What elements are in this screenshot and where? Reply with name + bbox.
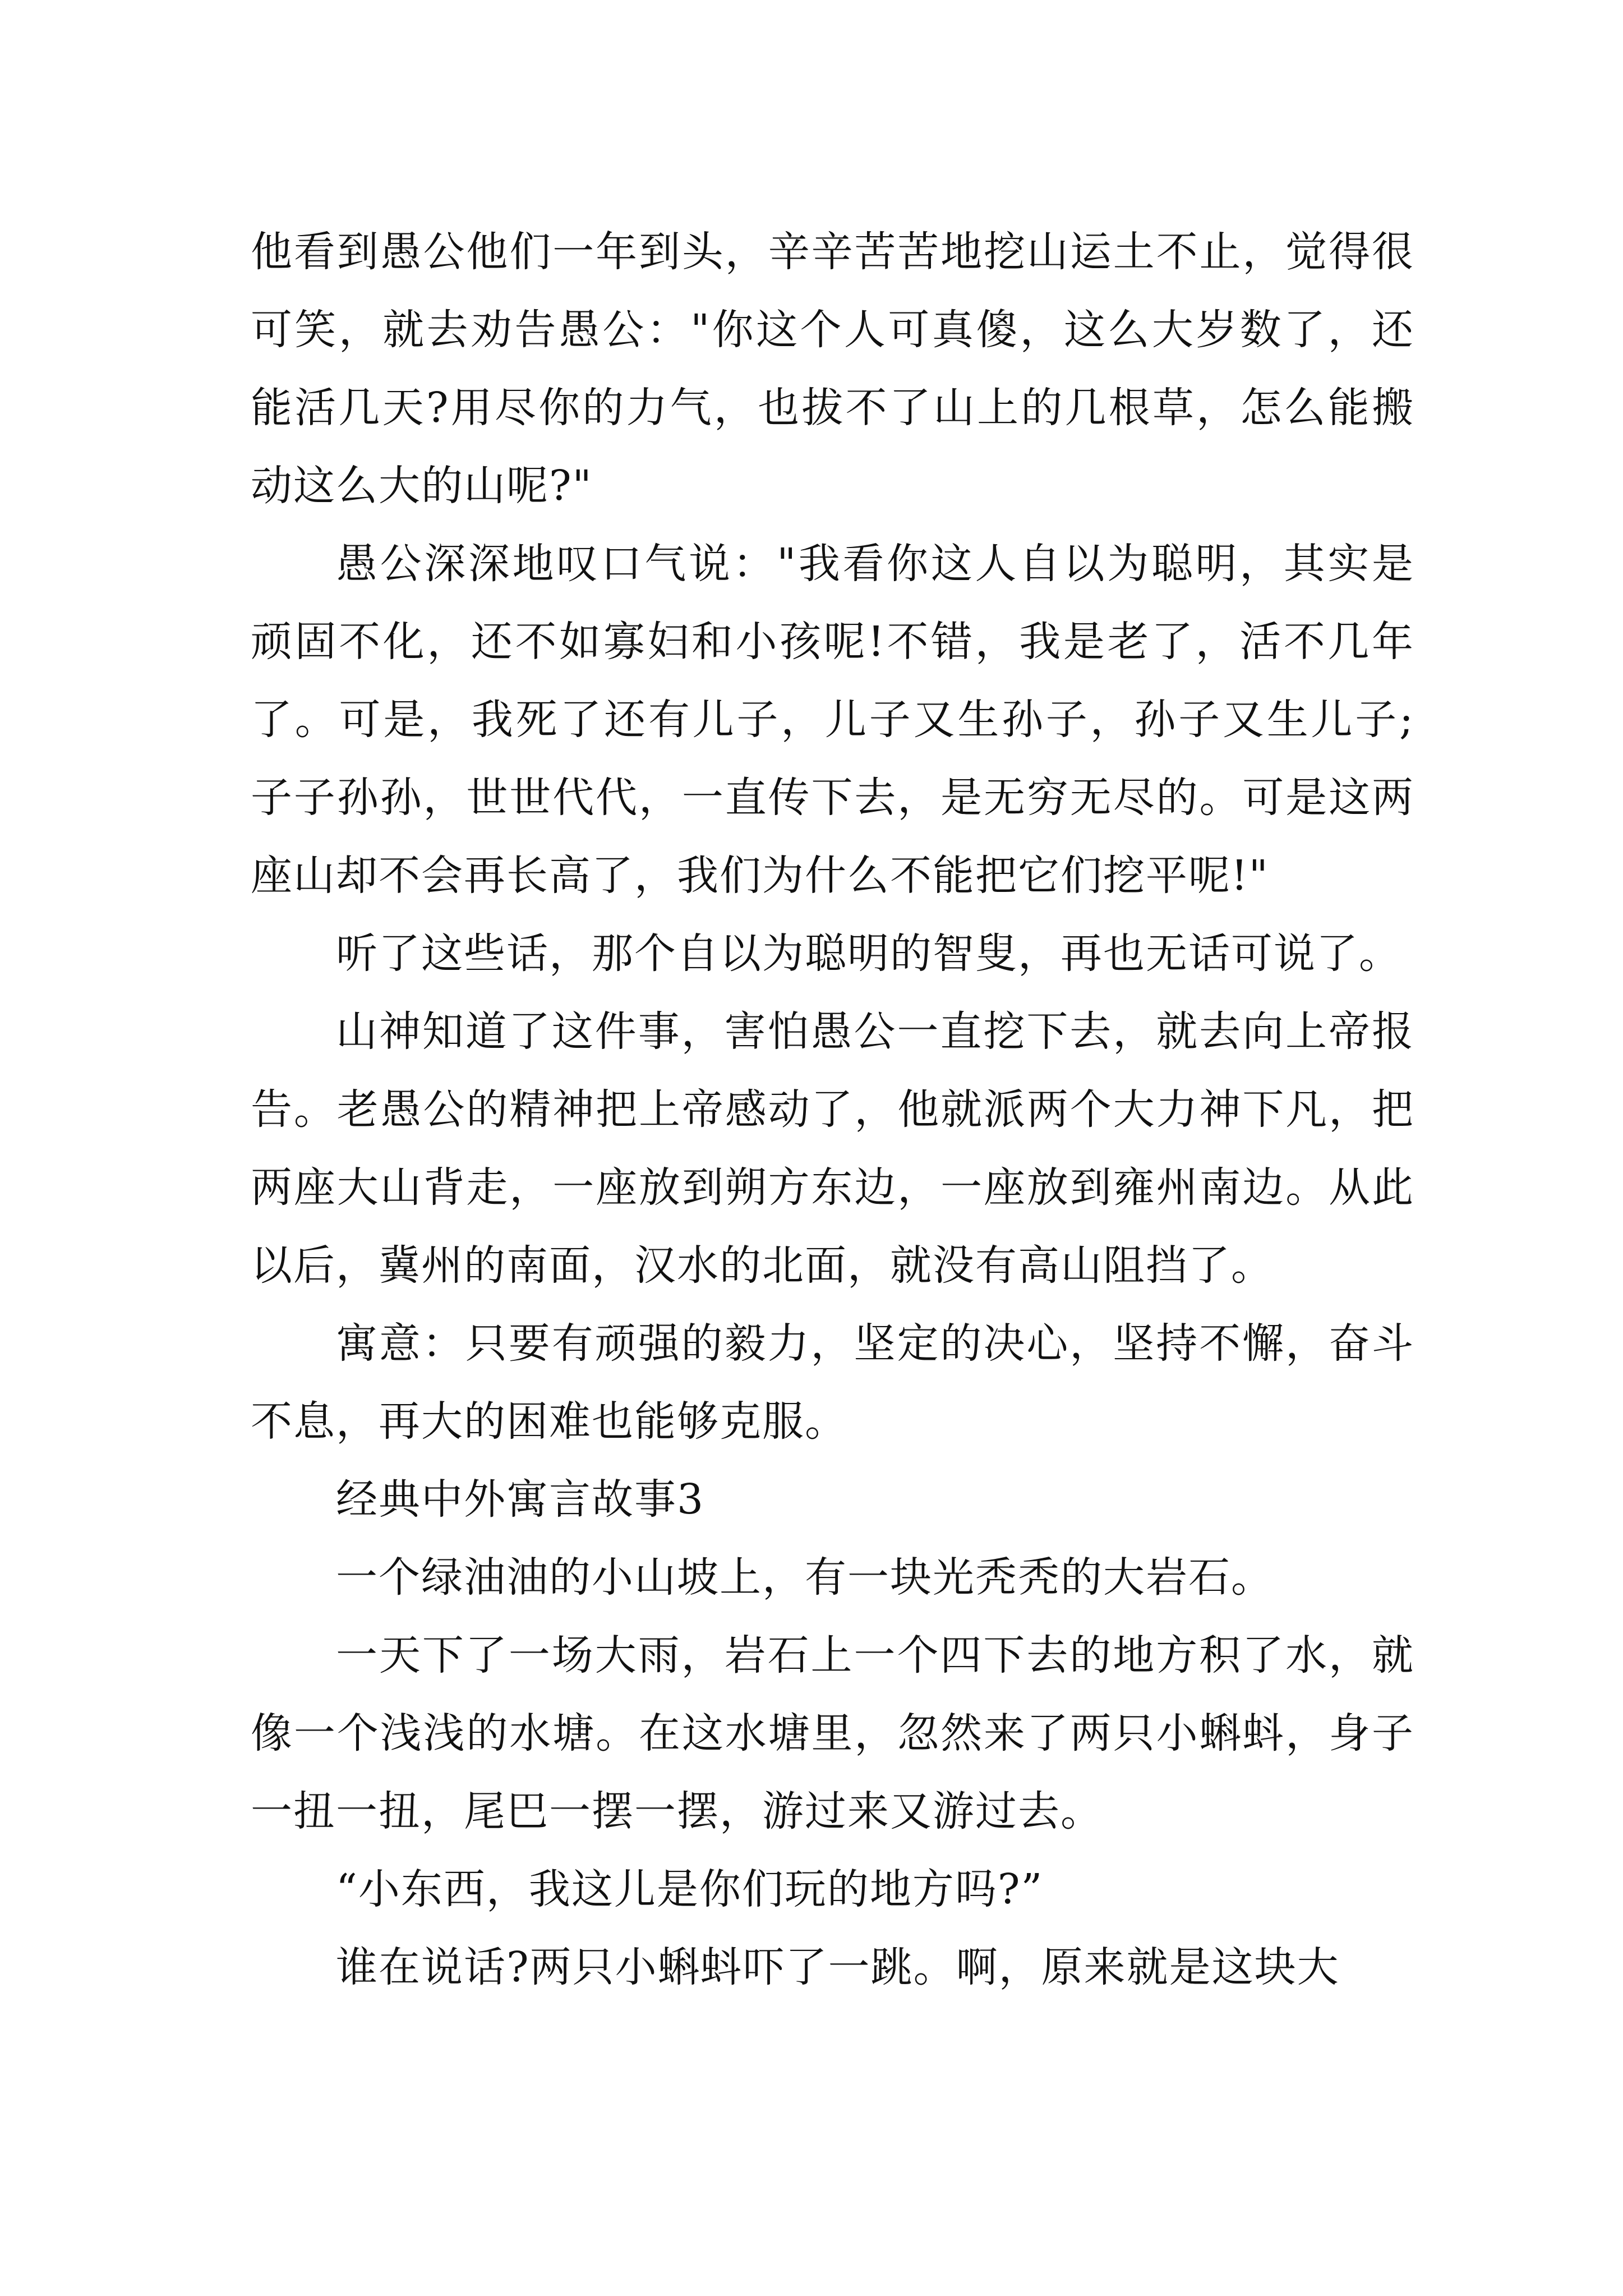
paragraph-mountain-god: 山神知道了这件事，害怕愚公一直挖下去，就去向上帝报告。老愚公的精神把上帝感动了，他就派两个大力神下凡，把两座大山背走，一座放到朔方东边，一座放到雍州南边。从此以后，冀州的南面，汉水的北面，就没有高山阻挡了。 (251, 1007, 1414, 1290)
paragraph-who-speaks: 谁在说话?两只小蝌蚪吓了一跳。啊，原来就是这块大 (336, 1943, 1340, 1991)
paragraph-rock-question: “小东西，我这儿是你们玩的地方吗?” (336, 1865, 1044, 1913)
paragraph-continuation: 他看到愚公他们一年到头，辛辛苦苦地挖山运土不止，觉得很可笑，就去劝告愚公："你这个人可真傻，这么大岁数了，还能活几天?用尽你的力气，也拔不了山上的几根草，怎么能搬动这么大的山呢?" (251, 228, 1414, 510)
paragraph-moral: 寓意：只要有顽强的毅力，坚定的决心，坚持不懈，奋斗不息，再大的困难也能够克服。 (251, 1319, 1414, 1446)
paragraph-rain-tadpoles: 一天下了一场大雨，岩石上一个四下去的地方积了水，就像一个浅浅的水塘。在这水塘里，忽然来了两只小蝌蚪，身子一扭一扭，尾巴一摆一摆，游过来又游过去。 (251, 1631, 1414, 1835)
section-heading: 经典中外寓言故事3 (336, 1475, 705, 1524)
paragraph-yugong-reply: 愚公深深地叹口气说："我看你这人自以为聪明，其实是顽固不化，还不如寡妇和小孩呢!不错，我是老了，活不几年了。可是，我死了还有儿子，儿子又生孙子，孙子又生儿子;子子孙孙，世世代代，一直传下去，是无穷无尽的。可是这两座山却不会再长高了，我们为什么不能把它们挖平呢!" (251, 540, 1414, 900)
paragraph-rock-intro: 一个绿油油的小山坡上，有一块光秃秃的大岩石。 (336, 1553, 1274, 1602)
paragraph-zhisou-silent: 听了这些话，那个自以为聪明的智叟，再也无话可说了。 (336, 930, 1401, 978)
body-text (251, 213, 1414, 2007)
